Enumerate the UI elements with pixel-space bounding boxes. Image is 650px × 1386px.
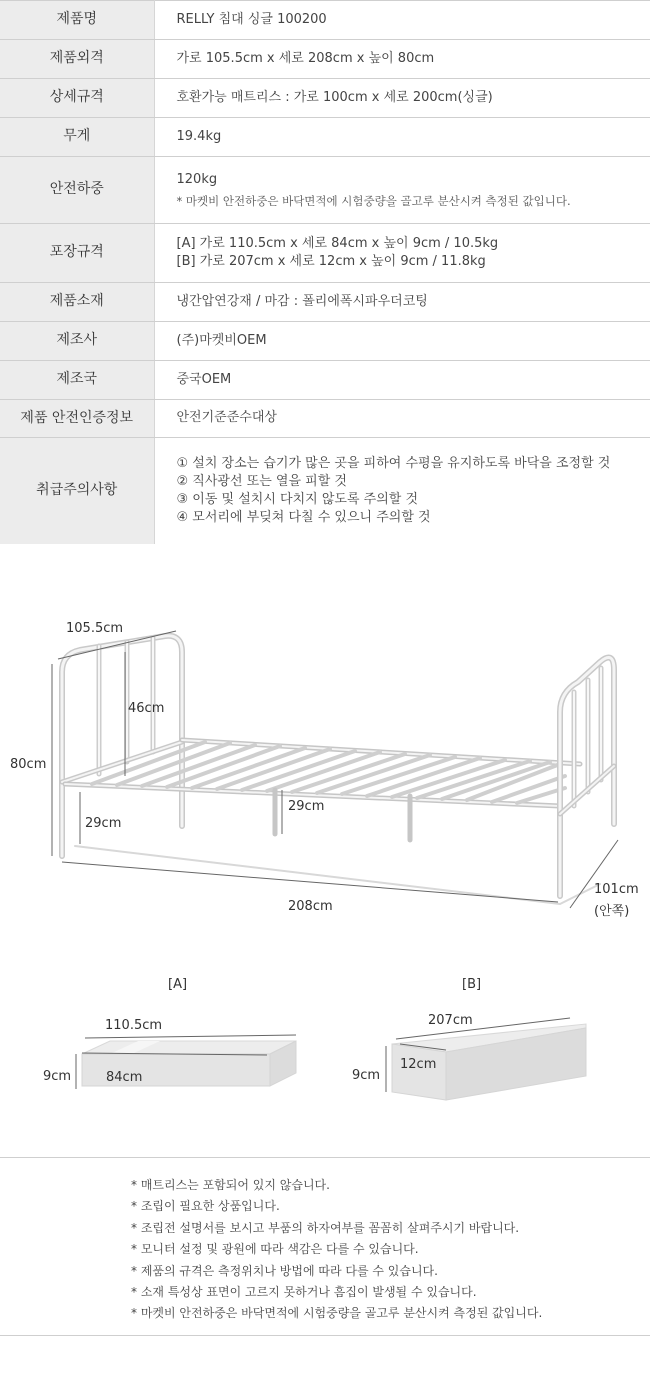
spec-row-dimensions <box>0 40 650 79</box>
spec-row-packaging <box>0 224 650 283</box>
spec-value-line: 안전기준준수대상 <box>176 410 277 426</box>
note-item: * 조립이 필요한 상품입니다. <box>131 1199 280 1214</box>
spec-value <box>154 79 650 118</box>
spec-label: 제품명 <box>0 1 154 40</box>
spec-label: 제품외격 <box>0 40 154 79</box>
note-item: * 조립전 설명서를 보시고 부품의 하자여부를 꼼꼼히 살펴주시기 바랍니다. <box>131 1220 520 1235</box>
spec-label: 제품소재 <box>0 283 154 322</box>
note-item: * 마켓비 안전하중은 바닥면적에 시험중량을 골고루 분산시켜 측정된 값입니다. <box>131 1306 543 1321</box>
spec-row-material <box>0 283 650 322</box>
spec-value-line: 가로 105.5cm x 세로 208cm x 높이 80cm <box>176 50 435 66</box>
bed-length-label: 208cm <box>288 899 333 914</box>
box-a-width-label: 110.5cm <box>105 1018 163 1033</box>
dimension-diagram <box>0 544 650 1158</box>
spec-label: 포장규격 <box>0 224 154 283</box>
spec-row-caution <box>0 438 650 545</box>
spec-row-load <box>0 157 650 224</box>
spec-value-line: 중국OEM <box>176 371 232 387</box>
spec-value <box>154 40 650 79</box>
box-b-height-label: 9cm <box>352 1068 381 1083</box>
spec-value-line: ④ 모서리에 부딪쳐 다칠 수 있으니 주의할 것 <box>176 510 431 526</box>
spec-value <box>154 1 650 40</box>
spec-table <box>0 0 650 545</box>
spec-value-line: [A] 가로 110.5cm x 세로 84cm x 높이 9cm / 10.5kg <box>176 235 499 251</box>
spec-row-manufacturer <box>0 322 650 361</box>
note-item: * 소재 특성상 표면이 고르지 못하거나 흠집이 발생될 수 있습니다. <box>131 1284 477 1299</box>
box-a-height-label: 9cm <box>43 1069 72 1084</box>
spec-label: 상세규격 <box>0 79 154 118</box>
bed-width-label: 105.5cm <box>66 621 124 636</box>
note-item: * 매트리스는 포함되어 있지 않습니다. <box>131 1178 330 1192</box>
spec-value <box>154 400 650 438</box>
spec-value-line: (주)마켓비OEM <box>176 332 267 348</box>
spec-note: * 마켓비 안전하중은 바닥면적에 시험중량을 골고루 분산시켜 측정된 값입니다. <box>176 193 571 208</box>
box-a-label: [A] <box>168 977 188 992</box>
bed-illustration <box>62 636 614 904</box>
spec-value-line: ② 직사광선 또는 열을 피할 것 <box>176 473 347 489</box>
spec-value <box>154 283 650 322</box>
spec-row-certification <box>0 400 650 438</box>
headboard-height-label: 46cm <box>128 701 165 716</box>
front-leg-height-label: 29cm <box>85 816 122 831</box>
spec-value <box>154 224 650 283</box>
spec-value-line: ① 설치 장소는 습기가 많은 곳을 피하여 수평을 유지하도록 바닥을 조정할 것 <box>176 455 611 471</box>
spec-value-line: 냉간압연강재 / 마감 : 폴리에폭시파우더코팅 <box>176 293 428 309</box>
spec-label: 제조사 <box>0 322 154 361</box>
inner-length-label: 101cm <box>594 882 639 897</box>
spec-label: 안전하중 <box>0 157 154 224</box>
spec-value-line: 호환가능 매트리스 : 가로 100cm x 세로 200cm(싱글) <box>176 89 493 105</box>
dimension-diagram-section <box>0 544 650 1158</box>
spec-value <box>154 322 650 361</box>
spec-value <box>154 438 650 545</box>
middle-leg-height-label: 29cm <box>288 799 325 814</box>
spec-row-detail <box>0 79 650 118</box>
note-item: * 제품의 규격은 측정위치나 방법에 따라 다를 수 있습니다. <box>131 1263 438 1278</box>
spec-value-line: RELLY 침대 싱글 100200 <box>176 11 327 27</box>
spec-label: 제조국 <box>0 361 154 400</box>
spec-value-line: [B] 가로 207cm x 세로 12cm x 높이 9cm / 11.8kg <box>176 254 486 269</box>
spec-row-name <box>0 1 650 40</box>
box-b-width-label: 207cm <box>428 1013 473 1028</box>
bed-height-label: 80cm <box>10 757 47 772</box>
spec-value <box>154 157 650 224</box>
notes-section <box>0 1158 650 1336</box>
spec-row-weight <box>0 118 650 157</box>
spec-label: 무게 <box>0 118 154 157</box>
spec-row-country <box>0 361 650 400</box>
spec-value-line: 120kg <box>176 172 218 188</box>
spec-value-line: ③ 이동 및 설치시 다치지 않도록 주의할 것 <box>176 492 419 507</box>
spec-label: 취급주의사항 <box>0 438 154 545</box>
box-a-depth-label: 84cm <box>106 1070 143 1085</box>
spec-label: 제품 안전인증정보 <box>0 400 154 438</box>
inner-note-label: (안쪽) <box>594 904 630 919</box>
notes-list <box>131 1175 542 1325</box>
spec-value <box>154 118 650 157</box>
spec-value <box>154 361 650 400</box>
spec-value-line: 19.4kg <box>176 128 222 144</box>
note-item: * 모니터 설정 및 광원에 따라 색감은 다를 수 있습니다. <box>131 1242 419 1257</box>
box-b-depth-label: 12cm <box>400 1057 437 1072</box>
box-b-label: [B] <box>462 977 482 992</box>
